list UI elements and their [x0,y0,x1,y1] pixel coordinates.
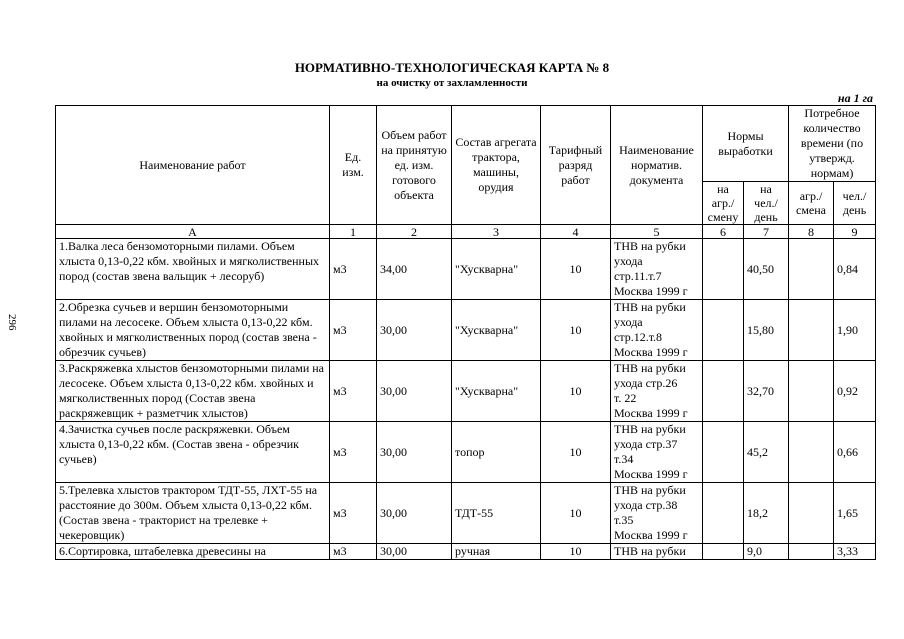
column-index: 7 [744,225,789,239]
document-line: ухода стр.26 [614,376,678,390]
document-cell [611,300,703,361]
time-person-cell: 1,65 [834,483,876,544]
time-person-cell: 3,33 [834,544,876,560]
work-name-cell: 6.Сортировка, штабелевка древесины на [56,544,330,560]
column-index: 1 [330,225,377,239]
header-aggregate: Состав агрегата трактора, машины, орудия [452,106,541,225]
grade-cell: 10 [541,239,611,300]
table-row [56,544,876,560]
header-norm-person: на чел./ день [744,182,789,225]
norm-aggregate-cell [703,361,744,422]
column-index: 3 [452,225,541,239]
time-aggregate-cell [789,361,834,422]
document-line: ТНВ на рубки [614,422,686,436]
time-person-cell: 0,84 [834,239,876,300]
document-line: стр.12.т.8 [614,330,663,344]
document-line: ухода [614,254,643,268]
grade-cell: 10 [541,483,611,544]
document-line: ТНВ на рубки [614,300,686,314]
document-line: Москва 1999 г [614,345,688,359]
time-aggregate-cell [789,300,834,361]
aggregate-cell: ручная [452,544,541,560]
unit-cell: м3 [330,422,377,483]
norm-person-cell: 32,70 [744,361,789,422]
norm-aggregate-cell [703,483,744,544]
grade-cell: 10 [541,544,611,560]
grade-cell: 10 [541,300,611,361]
document-line: ТНВ на рубки [614,544,686,558]
document-cell [611,239,703,300]
aggregate-cell: ТДТ-55 [452,483,541,544]
work-name-cell: 2.Обрезка сучьев и вершин бензомоторными пилами на лесосеке. Объем хлыста 0,13-0,22 кбм. хвойных и мягколиственных пород (состав звена - обрезчик сучьев) [56,300,330,361]
unit-note: на 1 га [837,91,873,105]
aggregate-cell: "Хускварна" [452,361,541,422]
time-person-cell: 0,92 [834,361,876,422]
column-index: 9 [834,225,876,239]
document-cell [611,483,703,544]
grade-cell: 10 [541,422,611,483]
column-index: 4 [541,225,611,239]
header-work-name: Наименование работ [56,106,330,225]
table-row [56,300,876,361]
header-norms: Нормы выработки [703,106,789,182]
norm-aggregate-cell [703,544,744,560]
norm-person-cell: 40,50 [744,239,789,300]
column-index: 8 [789,225,834,239]
document-line: ухода [614,315,643,329]
column-index: 2 [377,225,452,239]
unit-cell: м3 [330,300,377,361]
header-time: Потребное количество времени (по утвержд. нормам) [789,106,876,182]
header-time-person: чел./ день [834,182,876,225]
document-line: ТНВ на рубки [614,483,686,497]
volume-cell: 34,00 [377,239,452,300]
column-index: А [56,225,330,239]
header-document: Наименование норматив. документа [611,106,703,225]
document-cell [611,361,703,422]
unit-cell: м3 [330,483,377,544]
document-line: Москва 1999 г [614,406,688,420]
norm-person-cell: 9,0 [744,544,789,560]
document-title: НОРМАТИВНО-ТЕХНОЛОГИЧЕСКАЯ КАРТА № 8 [294,60,610,75]
aggregate-cell: "Хускварна" [452,300,541,361]
volume-cell: 30,00 [377,483,452,544]
document-line: ухода стр.37 [614,437,678,451]
table-row [56,239,876,300]
norm-person-cell: 18,2 [744,483,789,544]
work-name-cell: 1.Валка леса бензомоторными пилами. Объем хлыста 0,13-0,22 кбм. хвойных и мягколиственных пород (состав звена вальщик + лесоруб) [56,239,330,300]
table-row [56,483,876,544]
header-row [56,106,876,182]
document-line: т. 22 [614,391,637,405]
volume-cell: 30,00 [377,300,452,361]
header-unit: Ед. изм. [330,106,377,225]
document-line: стр.11.т.7 [614,269,662,283]
time-person-cell: 1,90 [834,300,876,361]
table-row [56,422,876,483]
grade-cell: 10 [541,361,611,422]
time-aggregate-cell [789,544,834,560]
time-aggregate-cell [789,422,834,483]
norm-aggregate-cell [703,300,744,361]
document-line: ухода стр.38 [614,498,678,512]
unit-cell: м3 [330,239,377,300]
page-number: 296 [6,314,18,331]
unit-cell: м3 [330,361,377,422]
document-line: Москва 1999 г [614,528,688,542]
norm-person-cell: 45,2 [744,422,789,483]
time-person-cell: 0,66 [834,422,876,483]
aggregate-cell: "Хускварна" [452,239,541,300]
norm-aggregate-cell [703,239,744,300]
document-cell [611,422,703,483]
column-index: 5 [611,225,703,239]
header-time-aggregate: агр./ смена [789,182,834,225]
header-norm-aggregate: на агр./ смену [703,182,744,225]
header-volume: Объем работ на принятую ед. изм. готового объекта [377,106,452,225]
document-line: Москва 1999 г [614,467,688,481]
work-name-cell: 4.Зачистка сучьев после раскряжевки. Объем хлыста 0,13-0,22 кбм. (Состав звена - обрезчик сучьев) [56,422,330,483]
volume-cell: 30,00 [377,544,452,560]
volume-cell: 30,00 [377,361,452,422]
document-line: ТНВ на рубки [614,239,686,253]
norms-table [55,105,876,560]
time-aggregate-cell [789,239,834,300]
unit-cell: м3 [330,544,377,560]
document-subtitle: на очистку от захламленности [376,77,528,89]
time-aggregate-cell [789,483,834,544]
aggregate-cell: топор [452,422,541,483]
work-name-cell: 5.Трелевка хлыстов трактором ТДТ-55, ЛХТ-55 на расстояние до 300м. Объем хлыста 0,13-0,22 кбм. (Состав звена - тракторист на трелевке + чекеровщик) [56,483,330,544]
column-index-row [56,225,876,239]
norm-aggregate-cell [703,422,744,483]
document-line: ТНВ на рубки [614,361,686,375]
norm-person-cell: 15,80 [744,300,789,361]
work-name-cell: 3.Раскряжевка хлыстов бензомоторными пилами на лесосеке. Объем хлыста 0,13-0,22 кбм. хвойных и мягколиственных пород (Состав звена раскряжевщик + разметчик хлыстов) [56,361,330,422]
header-grade: Тарифный разряд работ [541,106,611,225]
column-index: 6 [703,225,744,239]
volume-cell: 30,00 [377,422,452,483]
document-line: т.34 [614,452,634,466]
document-line: Москва 1999 г [614,284,688,298]
table-row [56,361,876,422]
document-line: т.35 [614,513,634,527]
document-cell [611,544,703,560]
